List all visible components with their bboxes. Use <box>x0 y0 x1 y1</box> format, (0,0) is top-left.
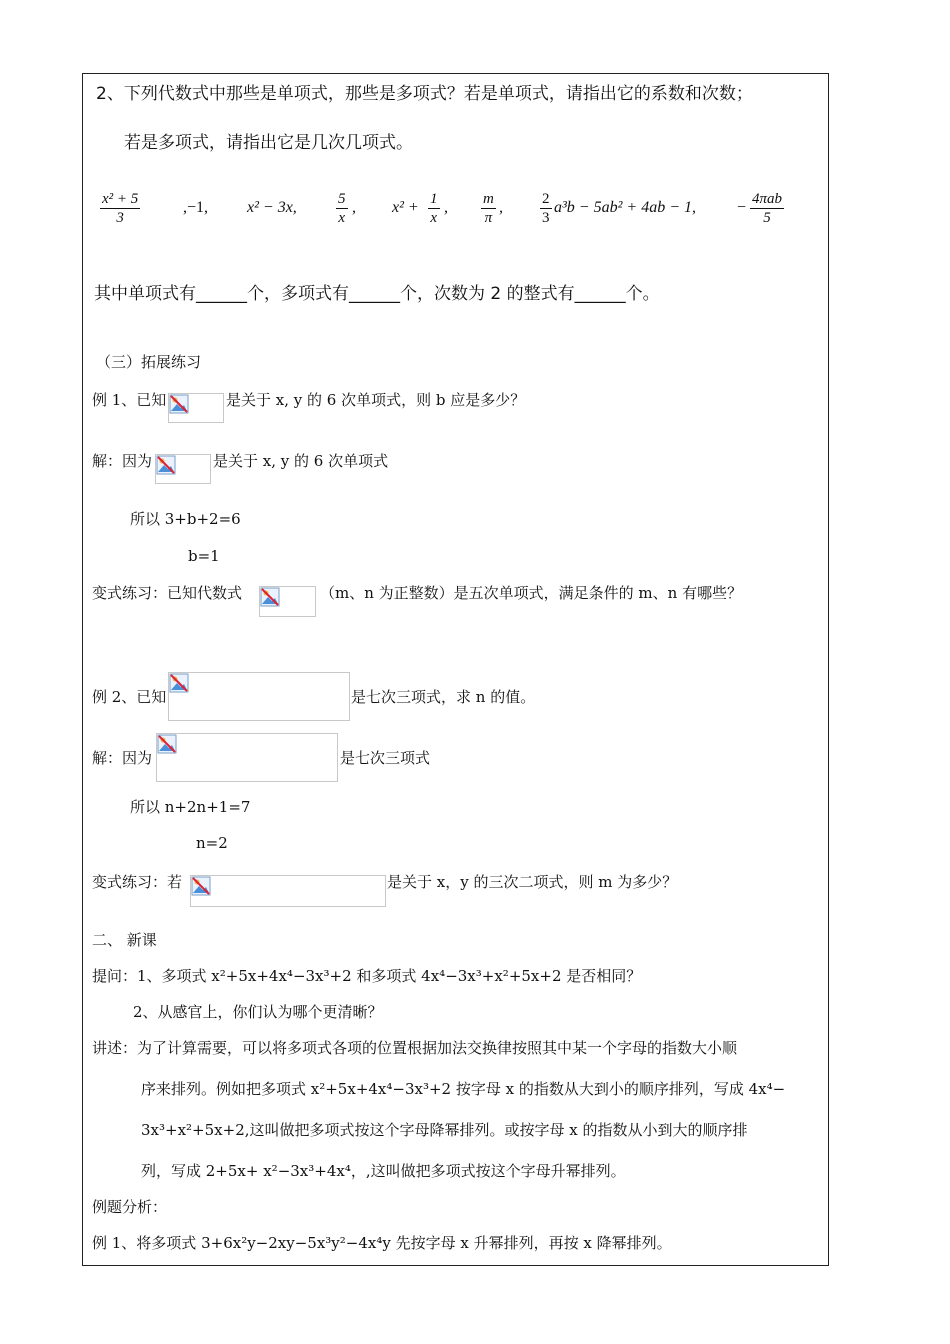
sol1-line1: 所以 3+b+2=6 <box>130 510 241 528</box>
sol1-post: 是关于 x, y 的 6 次单项式 <box>213 452 389 470</box>
broken-image-icon <box>168 672 350 721</box>
expr-5-a: x² + <box>392 199 419 216</box>
explanation-line-3: 3x³+x²+5x+2,这叫做把多项式按这个字母降幂排列。或按字母 x 的指数从小到大的顺序排 <box>141 1121 748 1139</box>
question-2: 2、从感官上，你们认为哪个更清晰？ <box>133 1003 383 1021</box>
expr-fraction-8: 4πab 5 <box>752 191 783 226</box>
var2-pre: 变式练习：若 <box>92 873 183 891</box>
q2-line1: 2、下列代数式中那些是单项式，那些是多项式？若是单项式，请指出它的系数和次数； <box>96 84 753 104</box>
broken-image-icon <box>168 393 224 423</box>
sol1-line2: b=1 <box>188 547 220 565</box>
example-1: 例 1、将多项式 3+6x²y−2xy−5x³y²−4x⁴y 先按字母 x 升幂排列，再按 x 降幂排列。 <box>92 1234 672 1252</box>
expr-6-comma: , <box>499 199 503 216</box>
explanation-line-4: 列，写成 2+5x+ x²−3x³+4x⁴，,这叫做把多项式按这个字母升幂排列。 <box>141 1162 626 1180</box>
expr-7-rest: a³b − 5ab² + 4ab − 1, <box>554 199 696 216</box>
ex1-pre: 例 1、已知 <box>92 391 167 409</box>
sol2-post: 是七次三项式 <box>340 749 431 767</box>
ex1-post: 是关于 x, y 的 6 次单项式，则 b 应是多少？ <box>226 391 526 409</box>
broken-image-icon <box>259 586 316 617</box>
broken-image-icon <box>155 454 211 484</box>
expr-4-comma: , <box>352 199 356 216</box>
explanation-line-1: 讲述：为了计算需要，可以将多项式各项的位置根据加法交换律按照其中某一个字母的指数大小顺 <box>92 1039 738 1057</box>
sol1-pre: 解：因为 <box>92 452 153 470</box>
var2-post: 是关于 x，y 的三次二项式，则 m 为多少？ <box>387 873 678 891</box>
q2-fill-blanks: 其中单项式有______个，多项式有______个，次数为 2 的整式有______个。 <box>94 284 660 304</box>
sol2-line2: n=2 <box>196 834 228 852</box>
expr-minus-one: ,−1, <box>183 199 209 216</box>
ex2-pre: 例 2、已知 <box>92 688 167 706</box>
var1-pre: 变式练习：已知代数式 <box>92 584 243 602</box>
expr-fraction-1: $\frac{\text{x² + 5}}{3}$ <box>102 191 139 226</box>
section3-title: （三）拓展练习 <box>96 353 202 371</box>
expr-3: x² − 3x, <box>247 199 297 216</box>
expr-5-comma: , <box>444 199 448 216</box>
question-1: 提问：1、多项式 x²+5x+4x⁴−3x³+2 和多项式 4x⁴−3x³+x²+5x+2 是否相同？ <box>92 967 642 985</box>
expr-fraction-5: $\frac{1}{x}$ <box>430 191 438 226</box>
sol2-pre: 解：因为 <box>92 749 153 767</box>
broken-image-icon <box>156 733 338 782</box>
broken-image-icon <box>190 875 386 907</box>
expr-8-sign: − <box>737 199 747 216</box>
var1-post: （m、n 为正整数）是五次单项式，满足条件的 m、n 有哪些？ <box>320 584 743 602</box>
explanation-line-2: 序来排列。例如把多项式 x²+5x+4x⁴−3x³+2 按字母 x 的指数从大到小的顺序排列，写成 4x⁴− <box>141 1080 786 1098</box>
q2-line2: 若是多项式，请指出它是几次几项式。 <box>124 133 413 153</box>
example-analysis-title: 例题分析： <box>92 1198 168 1216</box>
expr-fraction-4: $\frac{5}{x}$ <box>338 191 346 226</box>
ex2-post: 是七次三项式，求 n 的值。 <box>351 688 536 706</box>
section2-title: 二、 新课 <box>92 931 157 949</box>
sol2-line1: 所以 n+2n+1=7 <box>130 798 251 816</box>
expr-fraction-7: $\frac{2}{3}$ <box>542 191 550 226</box>
expr-fraction-6: $\frac{m}{\pi}$ <box>483 191 494 226</box>
